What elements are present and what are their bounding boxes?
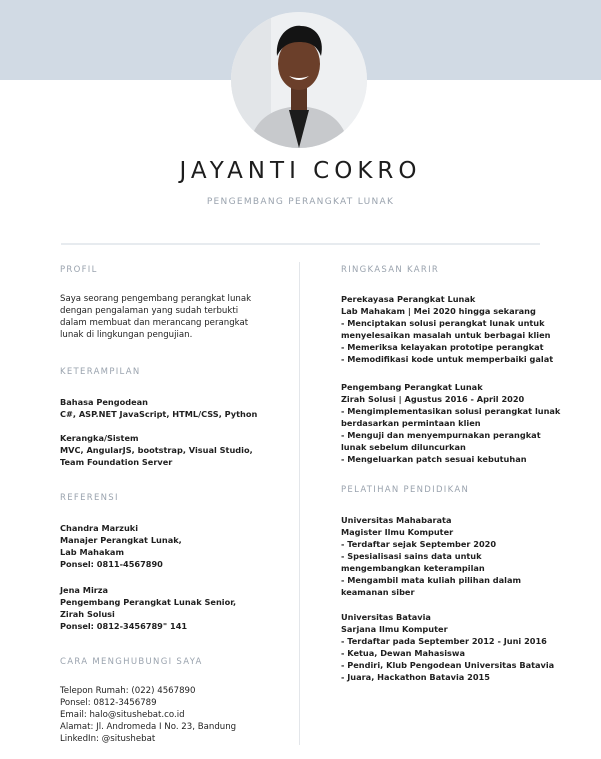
kontak-heading: CARA MENGHUBUNGI SAYA bbox=[60, 657, 203, 667]
education-entry-2: Universitas Batavia Sarjana Ilmu Komputer - Terdaftar pada September 2012 - Juni 2016 - Ketua, Dewan Mahasiswa - Pendiri, Klub Pengodean Universitas Batavia - Juara, Hackathon Batavia 2015 bbox=[341, 612, 555, 682]
candidate-role: PENGEMBANG PERANGKAT LUNAK bbox=[206, 197, 395, 207]
reference-1: Chandra Marzuki Manajer Perangkat Lunak, Lab Mahakam Ponsel: 0811-4567890 bbox=[60, 523, 182, 569]
column-divider bbox=[299, 262, 300, 745]
contact-info: Telepon Rumah: (022) 4567890 Ponsel: 0812-3456789 Email: halo@situshebat.co.id Alamat: Jl. Andromeda I No. 23, Bandung LinkedIn: @situshebat bbox=[60, 686, 237, 744]
career-entry-1: Perekayasa Perangkat Lunak Lab Mahakam | Mei 2020 hingga sekarang - Menciptakan solusi perangkat lunak untuk menyelesaikan masalah untuk berbagai klien - Memeriksa kelayakan prototipe perangkat - Memodifikasi kode untuk memperbaiki galat bbox=[341, 294, 554, 364]
profil-heading: PROFIL bbox=[60, 265, 98, 275]
karir-heading: RINGKASAN KARIR bbox=[341, 265, 440, 275]
pendidikan-heading: PELATIHAN PENDIDIKAN bbox=[341, 485, 470, 495]
skill-group-languages: Bahasa Pengodean C#, ASP.NET JavaScript, HTML/CSS, Python bbox=[60, 397, 258, 419]
profil-text: Saya seorang pengembang perangkat lunak dengan pengalaman yang sudah terbukti dalam membuat dan merancang perangkat lunak di lingkungan pengujian. bbox=[60, 294, 252, 340]
skill-group-frameworks: Kerangka/Sistem MVC, AngularJS, bootstrap, Visual Studio, Team Foundation Server bbox=[60, 433, 253, 467]
education-entry-1: Universitas Mahabarata Magister Ilmu Komputer - Terdaftar sejak September 2020 - Spesialisasi sains data untuk mengembangkan keterampilan - Mengambil mata kuliah pilihan dalam keamanan siber bbox=[341, 515, 522, 597]
referensi-heading: REFERENSI bbox=[60, 493, 119, 503]
profile-photo bbox=[231, 12, 367, 148]
header-divider bbox=[61, 243, 540, 245]
career-entry-2: Pengembang Perangkat Lunak Zirah Solusi | Agustus 2016 - April 2020 - Mengimplementasikan solusi perangkat lunak berdasarkan permintaan klien - Menguji dan menyempurnakan perangkat lunak sebelum diluncurkan - Mengeluarkan patch sesuai kebutuhan bbox=[341, 382, 561, 464]
reference-2: Jena Mirza Pengembang Perangkat Lunak Senior, Zirah Solusi Ponsel: 0812-3456789" 141 bbox=[60, 585, 237, 631]
keterampilan-heading: KETERAMPILAN bbox=[60, 367, 141, 377]
candidate-name: JAYANTI COKRO bbox=[179, 158, 422, 184]
